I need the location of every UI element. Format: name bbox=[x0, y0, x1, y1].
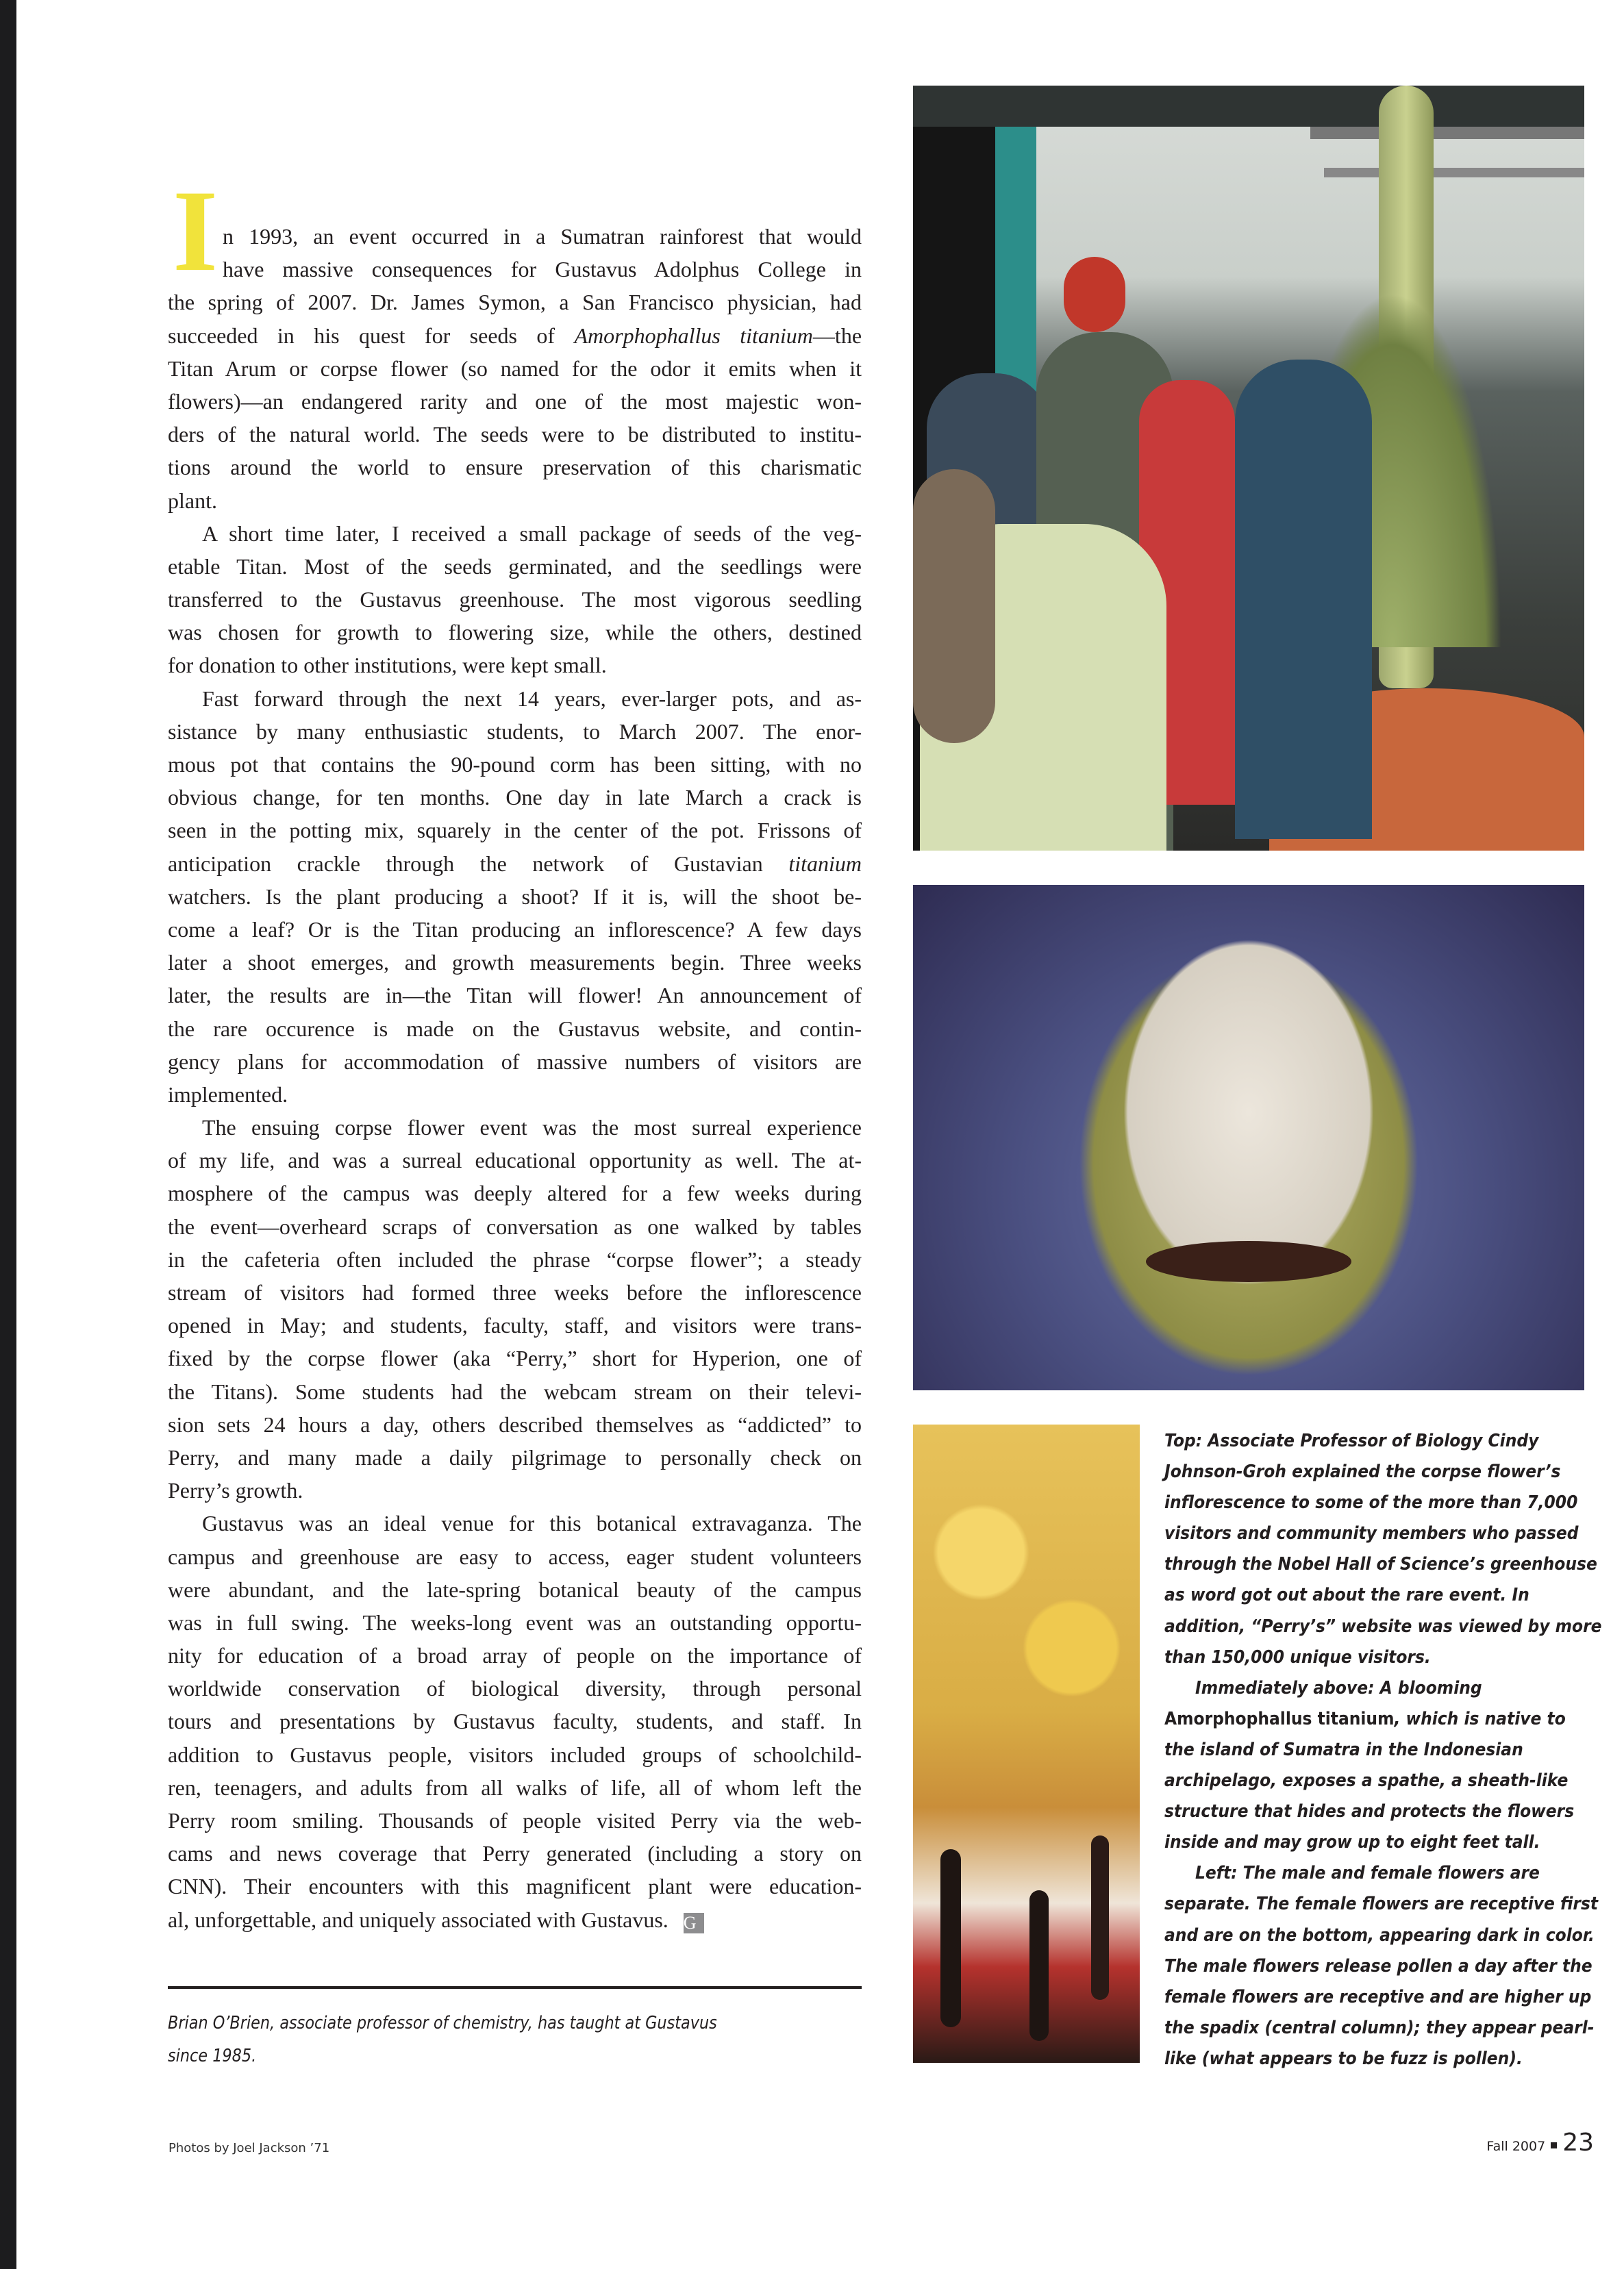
drop-cap: I bbox=[173, 166, 218, 295]
body-line: sion sets 24 hours a day, others described themselves as “addicted” to bbox=[168, 1412, 862, 1437]
body-line: later a shoot emerges, and growth measurements begin. Three weeks bbox=[168, 950, 862, 975]
bio-line: since 1985. bbox=[168, 2046, 257, 2066]
caption-line bbox=[1164, 1549, 1597, 1580]
body-line: later, the results are in—the Titan will flower! An announcement of bbox=[168, 983, 862, 1008]
body-line bbox=[168, 847, 862, 880]
caption-text: Left: The male and female flowers are bbox=[1195, 1863, 1540, 1884]
author-bio bbox=[168, 2007, 764, 2072]
body-line: Perry’s growth. bbox=[168, 1478, 303, 1503]
body-line: obvious change, for ten months. One day in late March a crack is bbox=[168, 785, 862, 810]
caption-text: Johnson-Groh explained the corpse flower’s bbox=[1164, 1462, 1561, 1483]
caption-line bbox=[1164, 1766, 1571, 1796]
body-line: Titan Arum or corpse flower (so named for the odor it emits when it bbox=[168, 355, 862, 381]
photo-spathe-closeup bbox=[913, 885, 1584, 1390]
caption-text: visitors and community members who passed bbox=[1164, 1523, 1579, 1544]
bio-line: Brian O’Brien, associate professor of chemistry, has taught at Gustavus bbox=[168, 2013, 717, 2033]
caption-line bbox=[1164, 1858, 1571, 1889]
caption-line bbox=[1164, 1580, 1571, 1611]
body-line: mous pot that contains the 90-pound corm has been sitting, with no bbox=[168, 752, 862, 777]
body-line: plant. bbox=[168, 488, 217, 513]
caption-text: inflorescence to some of the more than 7,000 bbox=[1164, 1492, 1578, 1514]
caption-text: female flowers are receptive and are higher up bbox=[1164, 1986, 1592, 2007]
body-text-segment: —the bbox=[812, 323, 862, 348]
caption-text: structure that hides and protects the flowers bbox=[1164, 1801, 1575, 1822]
caption-text: The male flowers release pollen a day after the bbox=[1164, 1955, 1592, 1977]
separator-square-icon bbox=[1551, 2142, 1557, 2148]
body-line: of my life, and was a surreal educational opportunity as well. The at- bbox=[168, 1148, 862, 1173]
body-line: CNN). Their encounters with this magnificent plant were education- bbox=[168, 1874, 862, 1899]
body-line: etable Titan. Most of the seeds germinated, and the seedlings were bbox=[168, 553, 862, 579]
body-line: campus and greenhouse are easy to access, eager student volunteers bbox=[168, 1544, 862, 1569]
caption-line bbox=[1164, 1827, 1571, 1858]
italic-term: Amorphophallus titanium bbox=[574, 323, 813, 348]
gustavus-end-mark-icon: G bbox=[684, 1913, 704, 1933]
caption-text: Top: Associate Professor of Biology Cindy bbox=[1164, 1431, 1539, 1451]
body-line: nity for education of a broad array of people on the importance of bbox=[168, 1643, 862, 1668]
body-line: fixed by the corpse flower (aka “Perry,” short for Hyperion, one of bbox=[168, 1346, 862, 1371]
body-line: watchers. Is the plant producing a shoot? If it is, will the shoot be- bbox=[168, 883, 862, 909]
caption-line bbox=[1164, 1612, 1602, 1642]
caption-line bbox=[1164, 1704, 1571, 1735]
body-line: n 1993, an event occurred in a Sumatran rainforest that would bbox=[223, 224, 862, 249]
body-text-segment: succeeded in his quest for seeds of bbox=[168, 323, 575, 348]
body-line: have massive consequences for Gustavus Adolphus College in bbox=[223, 257, 862, 282]
divider-rule bbox=[168, 1986, 862, 1989]
caption-text: inside and may grow up to eight feet tall. bbox=[1164, 1832, 1540, 1853]
caption-line bbox=[1164, 1920, 1595, 1951]
issue-label: Fall 2007 bbox=[1486, 2139, 1546, 2154]
caption-line bbox=[1164, 1426, 1571, 1457]
caption-text: addition, “Perry’s” website was viewed by more bbox=[1164, 1616, 1602, 1637]
species-name: Amorphophallus titanium bbox=[1164, 1708, 1395, 1729]
body-line bbox=[168, 319, 862, 352]
body-line: in the cafeteria often included the phrase “corpse flower”; a steady bbox=[168, 1246, 862, 1272]
page-number: 23 bbox=[1562, 2129, 1594, 2157]
caption-line bbox=[1164, 1889, 1599, 1920]
photo-credit: Photos by Joel Jackson ’71 bbox=[168, 2141, 330, 2155]
caption-line bbox=[1164, 1951, 1592, 1982]
body-line: ders of the natural world. The seeds were to be distributed to institu- bbox=[168, 422, 862, 447]
caption-line bbox=[1164, 1982, 1592, 2013]
body-line: mosphere of the campus was deeply altered for a few weeks during bbox=[168, 1181, 862, 1206]
body-line: seen in the potting mix, squarely in the center of the pot. Frissons of bbox=[168, 818, 862, 843]
photo-caption bbox=[1164, 1426, 1602, 2074]
caption-text: the spadix (central column); they appear pearl- bbox=[1164, 2017, 1595, 2038]
caption-text: the island of Sumatra in the Indonesian bbox=[1164, 1739, 1523, 1760]
caption-line bbox=[1164, 2044, 1571, 2074]
body-line: opened in May; and students, faculty, staff, and visitors were trans- bbox=[168, 1313, 862, 1338]
body-line: A short time later, I received a small package of seeds of the veg- bbox=[202, 521, 862, 546]
caption-text: as word got out about the rare event. In bbox=[1164, 1585, 1529, 1606]
body-line: Gustavus was an ideal venue for this botanical extravaganza. The bbox=[202, 1511, 862, 1536]
folio bbox=[1486, 2129, 1594, 2157]
article-body bbox=[168, 220, 862, 1936]
body-line: the Titans). Some students had the webcam stream on their televi- bbox=[168, 1379, 862, 1404]
body-line: were abundant, and the late-spring botanical beauty of the campus bbox=[168, 1577, 862, 1602]
body-line: tions around the world to ensure preservation of this charismatic bbox=[168, 455, 862, 480]
body-line: was in full swing. The weeks-long event was an outstanding opportu- bbox=[168, 1609, 862, 1635]
body-line: addition to Gustavus people, visitors included groups of schoolchild- bbox=[168, 1742, 862, 1767]
end-line-text: al, unforgettable, and uniquely associated with Gustavus. bbox=[168, 1907, 669, 1932]
caption-text: through the Nobel Hall of Science’s greenhouse bbox=[1164, 1554, 1597, 1575]
caption-text: like (what appears to be fuzz is pollen). bbox=[1164, 2048, 1523, 2069]
body-line: worldwide conservation of biological diversity, through personal bbox=[168, 1676, 862, 1701]
body-line: Fast forward through the next 14 years, ever-larger pots, and as- bbox=[202, 686, 862, 711]
caption-line bbox=[1164, 1518, 1579, 1549]
body-text-segment: anticipation crackle through the network of Gustavian bbox=[168, 851, 789, 876]
caption-line bbox=[1164, 2013, 1595, 2044]
body-line: ren, teenagers, and adults from all walks of life, all of whom left the bbox=[168, 1775, 862, 1800]
body-line: the rare occurence is made on the Gustavus website, and contin- bbox=[168, 1016, 862, 1041]
caption-text: separate. The female flowers are receptive first bbox=[1164, 1894, 1599, 1915]
caption-line bbox=[1164, 1673, 1571, 1704]
caption-line bbox=[1164, 1642, 1571, 1673]
caption-text: archipelago, exposes a spathe, a sheath-like bbox=[1164, 1770, 1569, 1792]
body-line: stream of visitors had formed three weeks before the inflorescence bbox=[168, 1280, 862, 1305]
body-line: gency plans for accommodation of massive numbers of visitors are bbox=[168, 1049, 862, 1074]
page-edge-strip bbox=[0, 0, 16, 2269]
caption-text: Immediately above: A blooming bbox=[1195, 1677, 1482, 1698]
caption-text: and are on the bottom, appearing dark in color. bbox=[1164, 1925, 1595, 1946]
body-line: tours and presentations by Gustavus faculty, students, and staff. In bbox=[168, 1709, 862, 1734]
caption-line bbox=[1164, 1488, 1578, 1518]
body-line: sistance by many enthusiastic students, to March 2007. The enor- bbox=[168, 718, 862, 744]
caption-line bbox=[1164, 1796, 1575, 1827]
caption-line bbox=[1164, 1457, 1571, 1488]
body-line: the spring of 2007. Dr. James Symon, a San Francisco physician, had bbox=[168, 290, 862, 315]
body-line: come a leaf? Or is the Titan producing an inflorescence? A few days bbox=[168, 916, 862, 942]
body-line: The ensuing corpse flower event was the most surreal experience bbox=[202, 1115, 862, 1140]
body-line: Perry, and many made a daily pilgrimage to personally check on bbox=[168, 1444, 862, 1470]
body-line: implemented. bbox=[168, 1081, 288, 1107]
body-line: was chosen for growth to flowering size, while the others, destined bbox=[168, 620, 862, 645]
body-line: flowers)—an endangered rarity and one of the most majestic won- bbox=[168, 388, 862, 414]
photo-flowers-spadix bbox=[913, 1425, 1140, 2063]
caption-text: , which is native to bbox=[1394, 1708, 1566, 1729]
body-line: the event—overheard scraps of conversation as one walked by tables bbox=[168, 1214, 862, 1239]
body-line: cams and news coverage that Perry generated (including a story on bbox=[168, 1841, 862, 1866]
photo-greenhouse-visitors bbox=[913, 86, 1584, 851]
body-line: transferred to the Gustavus greenhouse. The most vigorous seedling bbox=[168, 587, 862, 612]
body-line: Perry room smiling. Thousands of people visited Perry via the web- bbox=[168, 1808, 862, 1833]
caption-text: than 150,000 unique visitors. bbox=[1164, 1646, 1431, 1668]
italic-term: titanium bbox=[788, 851, 862, 876]
caption-line bbox=[1164, 1735, 1571, 1766]
body-line: for donation to other institutions, were kept small. bbox=[168, 653, 607, 678]
body-line bbox=[168, 1903, 862, 1936]
